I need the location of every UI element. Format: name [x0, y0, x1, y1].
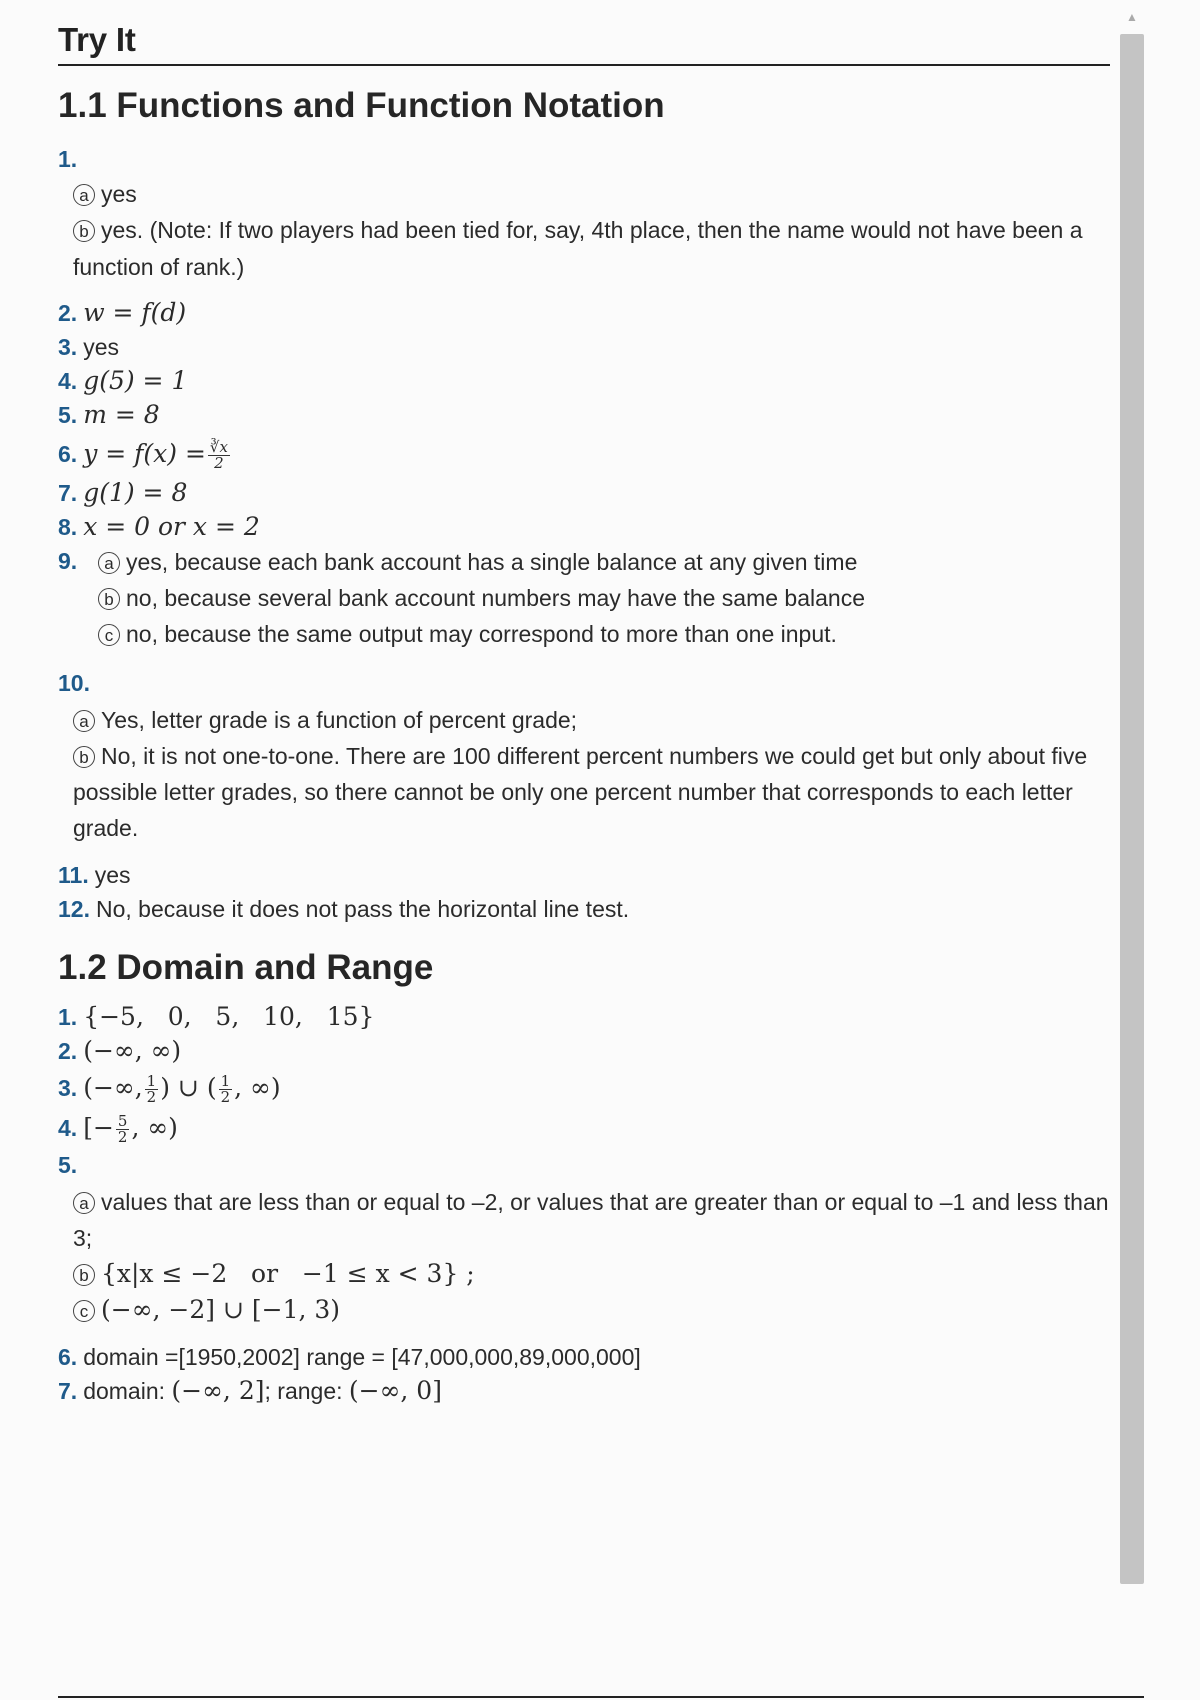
list-item: 5.	[58, 1152, 78, 1178]
label-c-icon: c	[98, 624, 120, 646]
label-a-icon: a	[73, 1192, 95, 1214]
fraction: $\frac{5}{2}$	[117, 1112, 128, 1147]
list-item: 6. y = f(x) = $\frac{∛x}{2}$	[58, 438, 228, 473]
vertical-scrollbar[interactable]	[1118, 0, 1146, 1590]
list-item: 1.	[58, 146, 78, 172]
section-functions-list	[58, 142, 1110, 926]
fraction: $\frac{1}{2}$	[146, 1072, 157, 1107]
label-b-icon: b	[73, 746, 95, 768]
list-item: 8. x = 0 or x = 2	[58, 512, 260, 541]
list-item: 4. [− $\frac{5}{2}$ , ∞)	[58, 1112, 178, 1147]
fraction: $\frac{∛x}{2}$	[209, 438, 228, 473]
sub-answer-a: a yes	[73, 176, 1110, 212]
sub-answer-a: a values that are less than or equal to –2, or values that are greater than or equal to –1 and less than 3;	[73, 1189, 1109, 1251]
fraction: $\frac{1}{2}$	[220, 1072, 231, 1107]
list-item: 3. yes	[58, 334, 119, 360]
sub-answer-c: c (−∞, −2] ∪ [−1, 3)	[73, 1292, 1110, 1328]
sub-answer-a: a Yes, letter grade is a function of percent grade;	[73, 702, 1110, 738]
list-item: 7. domain: (−∞, 2]; range: (−∞, 0]	[58, 1376, 442, 1405]
label-b-icon: b	[73, 220, 95, 242]
label-a-icon: a	[73, 184, 95, 206]
list-item: 9. a yes, because each bank account has a single balance at any given time b no, because several bank account numbers may have the same balance c no, because the same output may correspond to more than one input.	[58, 544, 1110, 652]
list-item: 4. g(5) = 1	[58, 366, 188, 395]
list-item: 10.	[58, 670, 90, 696]
list-item: 11. yes	[58, 862, 131, 888]
sub-answer-c: c no, because the same output may correspond to more than one input.	[98, 616, 1110, 652]
list-item: 3. (−∞, $\frac{1}{2}$ ) ∪ ( $\frac{1}{2}$ , ∞)	[58, 1072, 281, 1107]
section-title-domain-range: 1.2 Domain and Range	[58, 948, 434, 987]
list-item: 2. (−∞, ∞)	[58, 1036, 182, 1065]
sub-answer-b: b {x|x ≤ −2 or −1 ≤ x < 3} ;	[73, 1256, 1110, 1292]
content-area	[58, 18, 1110, 1408]
section-domain-list	[58, 1000, 1110, 1408]
label-c-icon: c	[73, 1300, 95, 1322]
scroll-up-arrow-icon[interactable]: ▲	[1126, 10, 1138, 24]
page-title: Try It	[58, 18, 1110, 66]
list-item: 2. w = f(d)	[58, 298, 187, 327]
list-item: 5. m = 8	[58, 400, 160, 429]
label-b-icon: b	[98, 588, 120, 610]
label-b-icon: b	[73, 1264, 95, 1286]
list-item: 6. domain =[1950,2002] range = [47,000,000,89,000,000]	[58, 1344, 641, 1370]
sub-answer-b: b yes. (Note: If two players had been tied for, say, 4th place, then the name would not have been a function of rank.)	[73, 217, 1083, 280]
sub-answer-b: b No, it is not one-to-one. There are 100 different percent numbers we could get but only about five possible letter grades, so there cannot be only one percent number that corresponds to each letter grade.	[73, 743, 1088, 841]
list-item: 1. {−5, 0, 5, 10, 15}	[58, 1002, 375, 1031]
sub-answer-b: b no, because several bank account numbers may have the same balance	[98, 580, 1110, 616]
label-a-icon: a	[98, 552, 120, 574]
bottom-divider	[58, 1696, 1144, 1698]
list-item: 12. No, because it does not pass the horizontal line test.	[58, 896, 630, 922]
sub-answer-a: a yes, because each bank account has a single balance at any given time	[98, 544, 1110, 580]
scrollbar-thumb[interactable]	[1120, 34, 1144, 1584]
list-item: 7. g(1) = 8	[58, 478, 188, 507]
section-title-functions: 1.1 Functions and Function Notation	[58, 86, 665, 125]
label-a-icon: a	[73, 710, 95, 732]
